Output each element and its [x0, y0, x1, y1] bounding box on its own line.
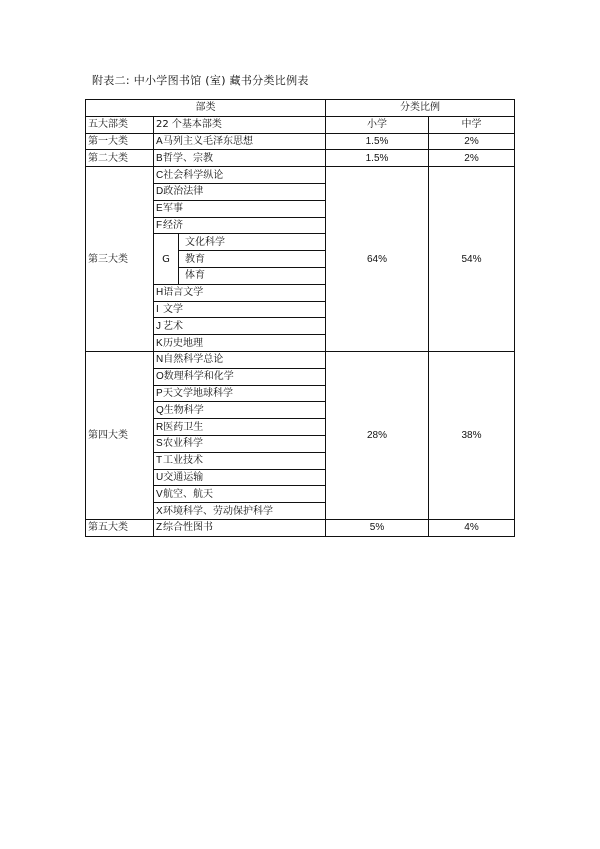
category-code: K	[156, 337, 163, 349]
header-division: 部类	[86, 100, 326, 117]
category-label: 经济	[163, 219, 183, 231]
category-label: 艺术	[163, 320, 183, 332]
primary-ratio: 28%	[326, 351, 429, 519]
group-name: 第一大类	[86, 133, 154, 150]
group-name: 第三大类	[86, 167, 154, 352]
table-header-row-1	[86, 100, 515, 117]
category-cell	[154, 217, 326, 234]
category-cell	[154, 486, 326, 503]
category-cell	[154, 469, 326, 486]
category-code: B	[156, 152, 163, 164]
category-label: 历史地理	[163, 337, 203, 349]
category-cell	[154, 368, 326, 385]
header-ratio: 分类比例	[326, 100, 515, 117]
category-cell	[154, 318, 326, 335]
category-cell	[154, 200, 326, 217]
category-code: D	[156, 186, 164, 198]
category-label: 医药卫生	[163, 421, 204, 433]
category-cell	[154, 133, 326, 150]
category-code: E	[156, 203, 163, 215]
category-label: 农业科学	[163, 438, 203, 450]
category-code: V	[156, 488, 163, 500]
table-row	[86, 133, 515, 150]
primary-ratio: 1.5%	[326, 150, 429, 167]
sub-category-label: 体育	[179, 267, 326, 284]
category-code: F	[156, 219, 163, 231]
secondary-ratio: 54%	[429, 167, 515, 352]
secondary-ratio: 38%	[429, 351, 515, 519]
category-label: 生物科学	[163, 404, 204, 416]
category-cell	[154, 452, 326, 469]
sub-category-label: 教育	[179, 251, 326, 268]
category-code: R	[156, 421, 164, 433]
category-label: 交通运输	[163, 471, 204, 483]
category-label: 马列主义毛泽东思想	[163, 135, 253, 147]
category-cell	[154, 167, 326, 184]
category-cell	[154, 402, 326, 419]
primary-ratio: 1.5%	[326, 133, 429, 150]
category-code: C	[156, 169, 164, 181]
category-code: P	[156, 387, 163, 399]
category-label: 哲学、宗教	[163, 152, 213, 164]
category-cell	[154, 385, 326, 402]
category-code: Q	[156, 404, 164, 416]
table-row	[86, 519, 515, 536]
category-label: 自然科学总论	[163, 354, 224, 366]
secondary-ratio: 2%	[429, 150, 515, 167]
category-cell	[154, 301, 326, 318]
category-code: H	[156, 287, 164, 299]
category-code: O	[156, 371, 164, 383]
category-code: A	[156, 135, 163, 147]
category-code: N	[156, 354, 164, 366]
category-cell	[154, 183, 326, 200]
category-cell	[154, 503, 326, 520]
category-code: T	[156, 455, 163, 467]
category-label: 工业技术	[163, 455, 203, 467]
group-name: 第五大类	[86, 519, 154, 536]
category-label: 数理科学和化学	[163, 371, 234, 383]
table-row	[86, 150, 515, 167]
category-cell	[154, 351, 326, 368]
category-code: I	[156, 303, 159, 315]
header-primary: 小学	[326, 116, 429, 133]
category-cell	[154, 284, 326, 301]
category-code: J	[156, 320, 161, 332]
group-name: 第二大类	[86, 150, 154, 167]
category-label: 军事	[163, 203, 183, 215]
category-label: 语言文学	[163, 287, 204, 299]
table-row	[86, 167, 515, 184]
category-label: 政治法律	[163, 186, 204, 198]
category-label: 社会科学纵论	[163, 169, 224, 181]
category-cell	[154, 435, 326, 452]
category-cell	[154, 335, 326, 352]
category-cell	[154, 150, 326, 167]
category-label: 综合性图书	[163, 522, 213, 534]
group-name: 第四大类	[86, 351, 154, 519]
sub-category-label: 文化科学	[179, 234, 326, 251]
category-code-g: G	[154, 234, 179, 284]
primary-ratio: 64%	[326, 167, 429, 352]
secondary-ratio: 2%	[429, 133, 515, 150]
table-header-row-2	[86, 116, 515, 133]
classification-ratio-table	[85, 99, 515, 537]
header-basic-divisions: 22 个基本部类	[154, 116, 326, 133]
category-label: 文学	[163, 303, 183, 315]
secondary-ratio: 4%	[429, 519, 515, 536]
page-title: 附表二: 中小学图书馆 (室) 藏书分类比例表	[92, 74, 309, 87]
category-code: X	[156, 505, 163, 517]
category-label: 天文学地球科学	[163, 387, 233, 399]
primary-ratio: 5%	[326, 519, 429, 536]
category-code: U	[156, 471, 164, 483]
category-label: 航空、航天	[163, 488, 213, 500]
header-secondary: 中学	[429, 116, 515, 133]
category-code: Z	[156, 522, 163, 534]
table-row	[86, 351, 515, 368]
header-five-divisions: 五大部类	[86, 116, 154, 133]
category-code: S	[156, 438, 163, 450]
category-label: 环境科学、劳动保护科学	[163, 505, 273, 517]
category-cell	[154, 419, 326, 436]
category-cell	[154, 519, 326, 536]
